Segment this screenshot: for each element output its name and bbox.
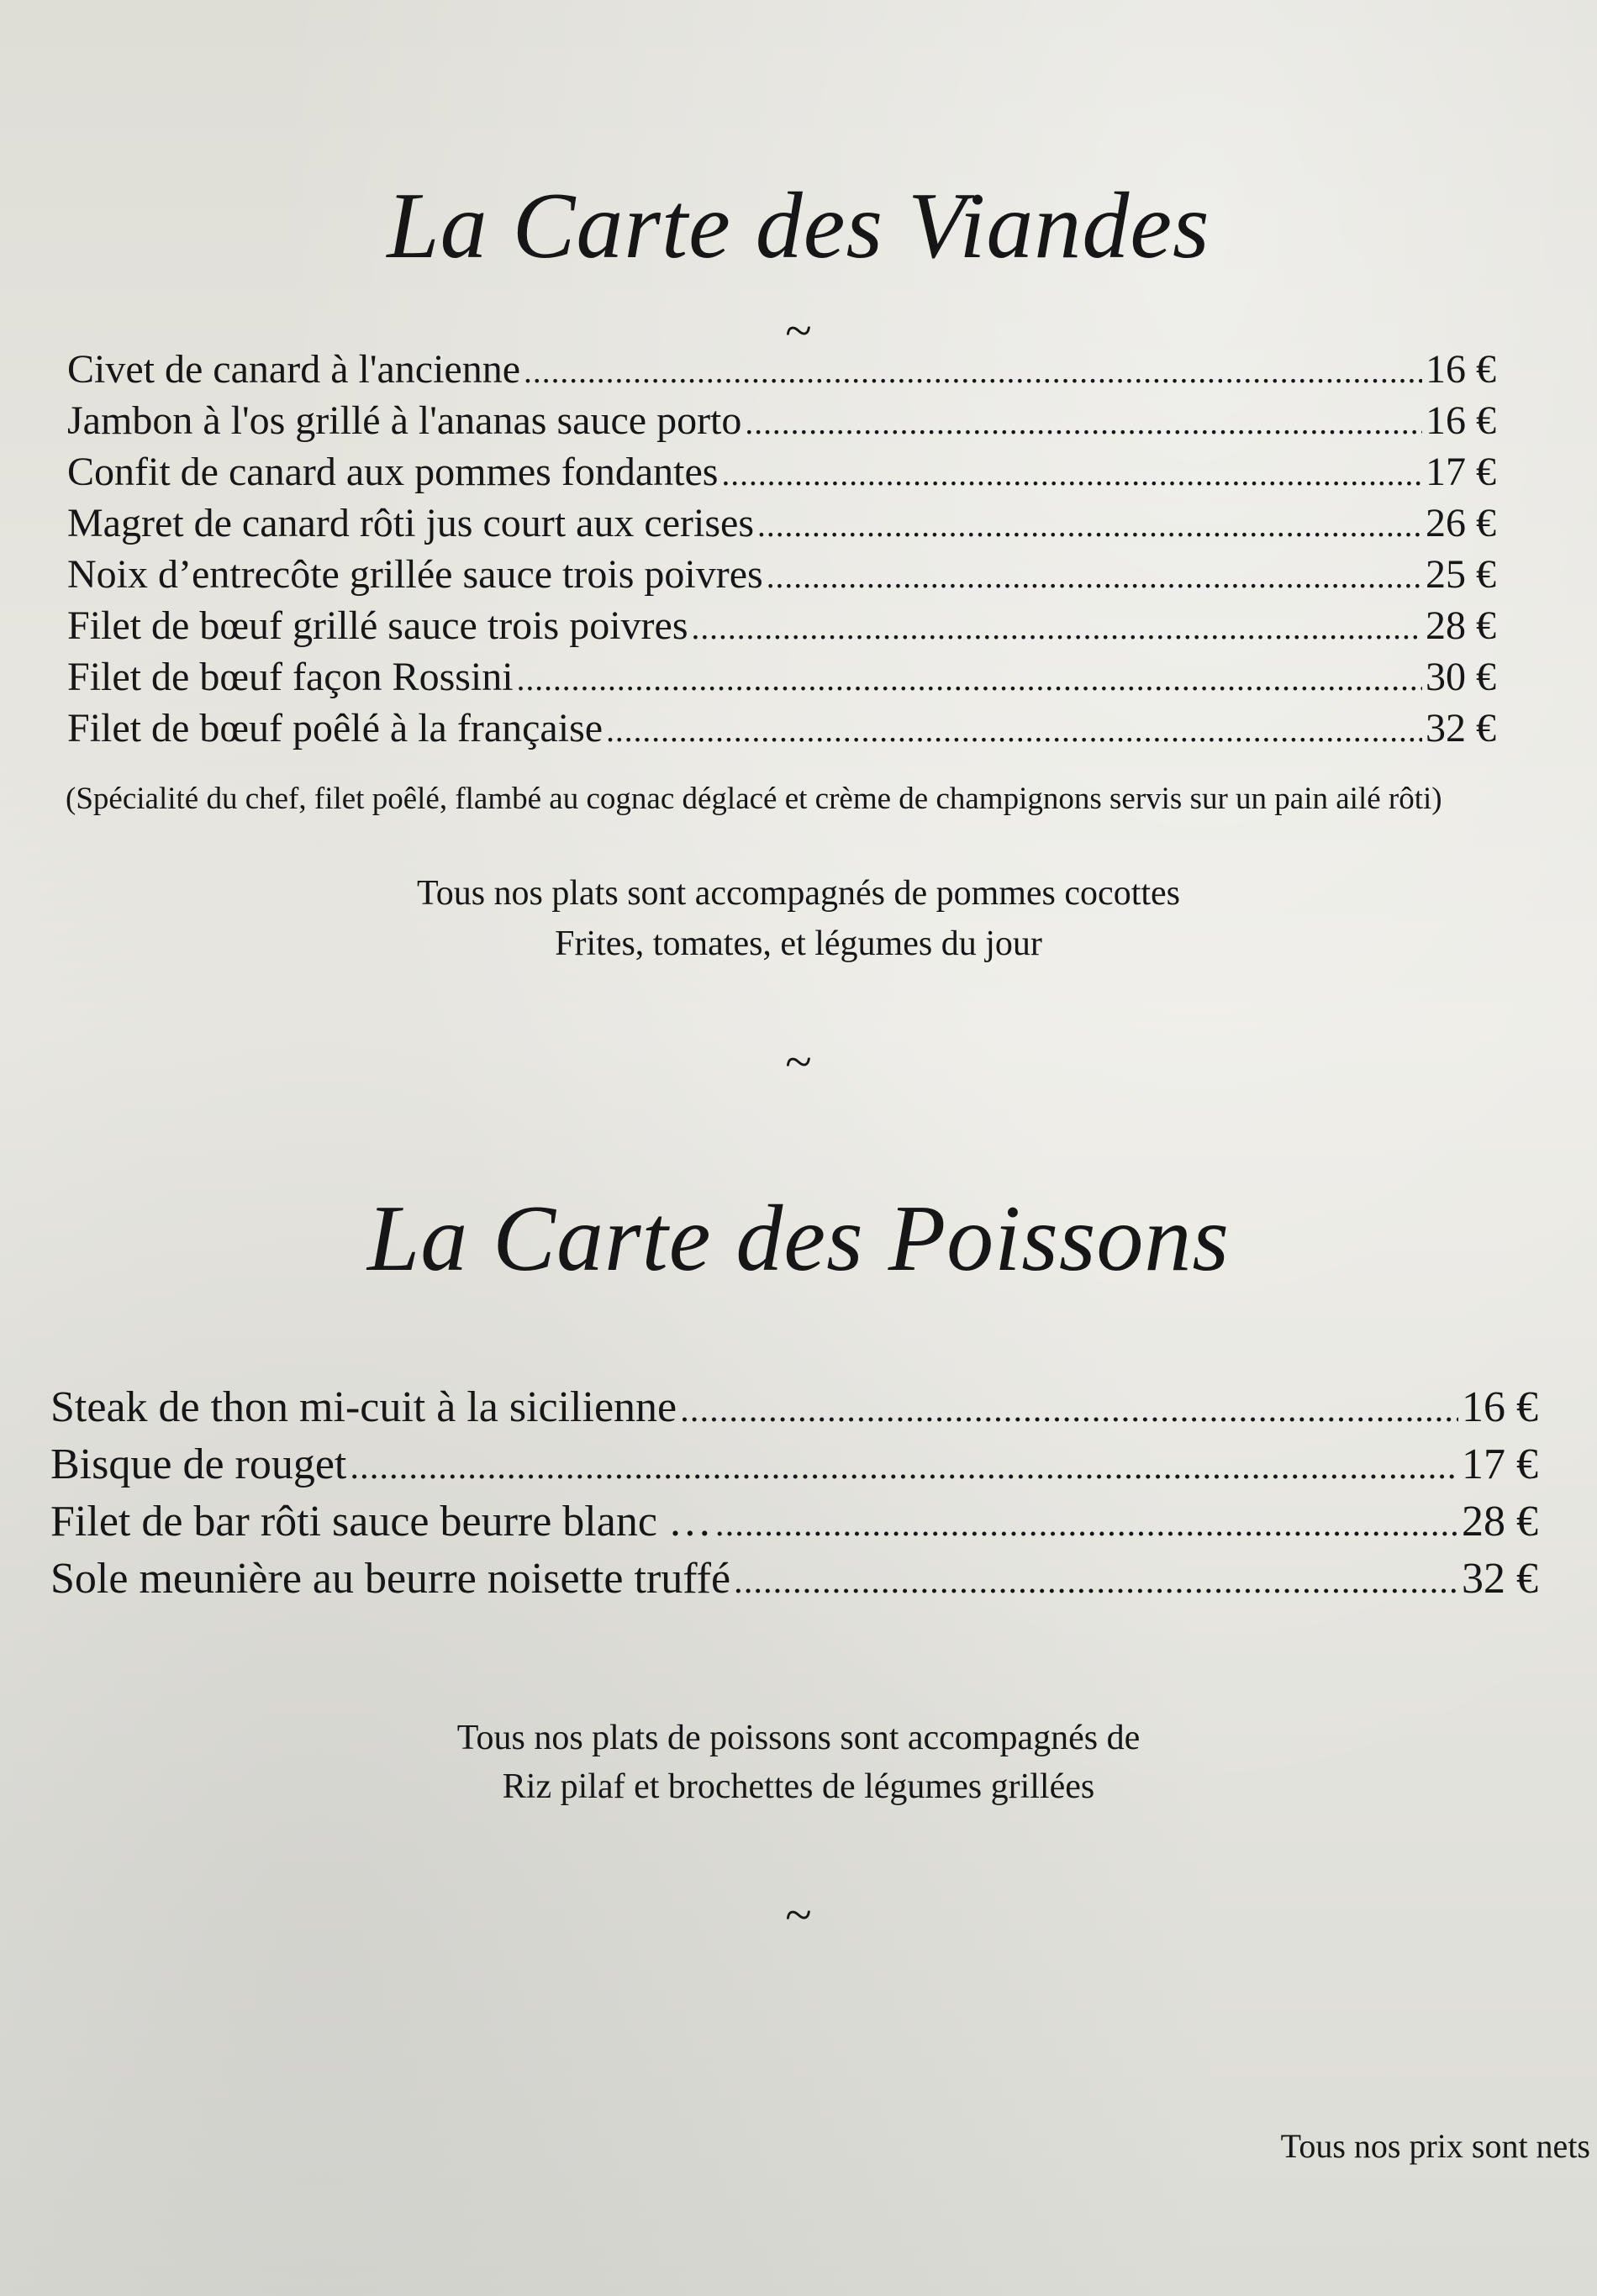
- leader-dots: [680, 1389, 1458, 1430]
- fish-item-price: 16 €: [1462, 1383, 1538, 1431]
- fish-item: [50, 1554, 1538, 1604]
- meat-item: [67, 398, 1496, 444]
- leader-dots: [517, 660, 1422, 698]
- fish-side-line-2: Riz pilaf et brochettes de légumes grillées: [502, 1767, 1095, 1806]
- leader-dots: [524, 352, 1422, 391]
- fish-item: [50, 1382, 1538, 1432]
- meat-item: [67, 449, 1496, 495]
- leader-dots: [745, 403, 1422, 442]
- meat-item-name: Filet de bœuf poêlé à la française: [67, 706, 603, 750]
- meat-section-title: La Carte des Viandes: [387, 174, 1210, 278]
- meat-item-name: Filet de bœuf façon Rossini: [67, 655, 514, 699]
- meat-side-line-1: Tous nos plats sont accompagnés de pommes cocottes: [416, 874, 1181, 913]
- leader-dots: [734, 1561, 1458, 1602]
- fish-item-name: Sole meunière au beurre noisette truffé: [50, 1555, 731, 1603]
- meat-item: [67, 603, 1496, 649]
- fish-side-line-1: Tous nos plats de poissons sont accompagnés de: [456, 1719, 1141, 1757]
- meat-item-price: 16 €: [1426, 398, 1496, 443]
- meat-item-name: Noix d’entrecôte grillée sauce trois poivres: [67, 552, 763, 597]
- meat-item: [67, 500, 1496, 546]
- fish-item-name: Bisque de rouget: [50, 1440, 347, 1488]
- meat-separator-top: ~: [785, 303, 812, 358]
- fish-separator-bottom: ~: [785, 1888, 812, 1942]
- leader-dots: [350, 1446, 1458, 1488]
- leader-dots: [757, 506, 1422, 545]
- meat-side-line-2: Frites, tomates, et légumes du jour: [555, 924, 1042, 963]
- meat-item: [67, 551, 1496, 598]
- meat-separator-bottom: ~: [785, 1035, 812, 1089]
- meat-item: [67, 346, 1496, 392]
- meat-item-name: Jambon à l'os grillé à l'ananas sauce porto: [67, 398, 742, 443]
- leader-dots: [715, 1503, 1458, 1545]
- leader-dots: [767, 557, 1422, 596]
- specialty-note: (Spécialité du chef, filet poêlé, flambé au cognac déglacé et crème de champignons servis sur un pain ailé rôti): [66, 782, 1442, 816]
- fish-item: [50, 1440, 1538, 1489]
- meat-item-price: 17 €: [1426, 450, 1496, 494]
- fish-item-price: 32 €: [1462, 1555, 1538, 1603]
- leader-dots: [606, 711, 1422, 750]
- meat-item-price: 30 €: [1426, 655, 1496, 699]
- meat-item-price: 25 €: [1426, 552, 1496, 597]
- meat-item-name: Filet de bœuf grillé sauce trois poivres: [67, 603, 688, 648]
- fish-item: [50, 1497, 1538, 1546]
- leader-dots: [692, 608, 1423, 647]
- fish-item-price: 17 €: [1462, 1440, 1538, 1488]
- meat-item-name: Confit de canard aux pommes fondantes: [67, 450, 719, 494]
- meat-item-price: 16 €: [1426, 347, 1496, 392]
- fish-item-name: Steak de thon mi-cuit à la sicilienne: [50, 1383, 677, 1431]
- meat-item: [67, 705, 1496, 751]
- fish-section-title: La Carte des Poissons: [367, 1187, 1230, 1291]
- leader-dots: [721, 455, 1422, 493]
- footer-net-prices: Tous nos prix sont nets: [1280, 2127, 1590, 2165]
- meat-item-price: 32 €: [1426, 706, 1496, 750]
- meat-item-name: Civet de canard à l'ancienne: [67, 347, 521, 392]
- fish-item-price: 28 €: [1462, 1498, 1538, 1546]
- meat-item: [67, 654, 1496, 700]
- meat-item-name: Magret de canard rôti jus court aux cerises: [67, 501, 755, 545]
- meat-item-price: 28 €: [1426, 603, 1496, 648]
- meat-item-price: 26 €: [1426, 501, 1496, 545]
- fish-item-name: Filet de bar rôti sauce beurre blanc …: [50, 1498, 712, 1546]
